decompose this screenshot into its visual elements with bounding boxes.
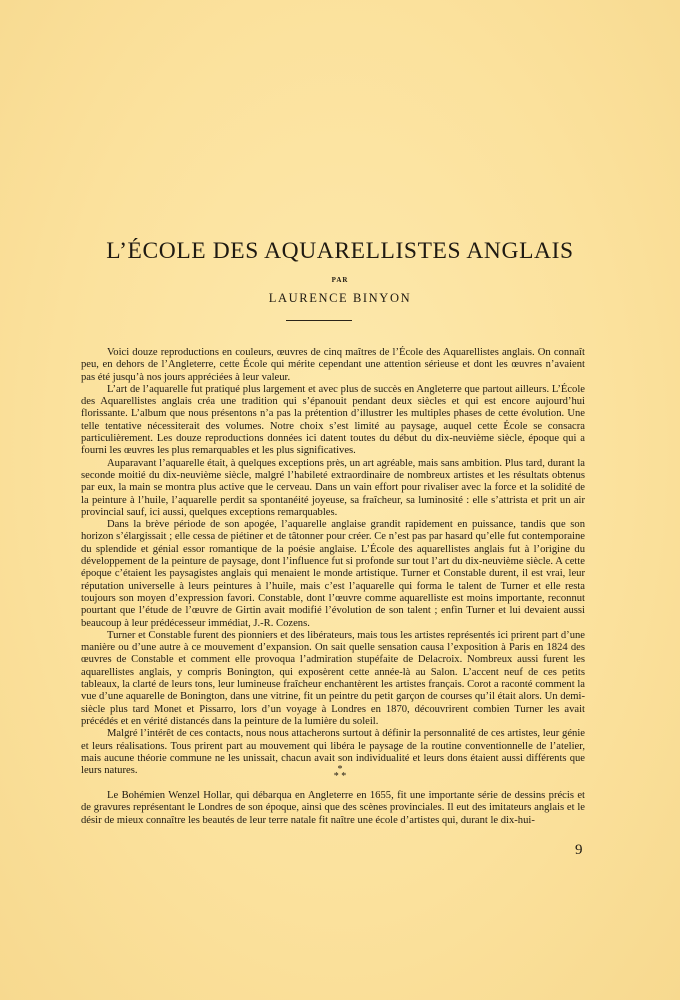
paragraph: Malgré l’intérêt de ces contacts, nous nous attacherons surtout à définir la personnalité de ces artistes, leur génie et leurs réalisations. Tous prirent part au mouvement qui libéra le paysage de la routine conventionnelle de l’atelier, mais aucune théorie commune ne les unissait, chacun avait son individualité et leurs dons étaient aussi différents que leurs natures. <box>81 728 585 777</box>
paragraph: Dans la brève période de son apogée, l’aquarelle anglaise grandit rapidement en puissance, tandis que son horizon s’élargissait ; elle cessa de piétiner et de tâtonner pour créer. Ce n’est pas par hasard qu’elle fut contemporaine du splendide et génial essor romantique de la poésie anglaise. L’École des aquarellistes anglais fut à l’origine du développement de la peinture de paysage, dont l’influence fut si profonde sur tout l’art du dix-neuvième siècle. A cette époque c’étaient les paysagistes anglais qui menaient le monde artistique. Turner et Constable durent, il est vrai, leur réputation universelle à leurs peintures à l’huile, mais c’est l’aquarelle qui forma le talent de Turner et elle resta toujours son moyen d’expression favori. Constable, dont l’œuvre comme aquarelliste est moins importante, reconnut pourtant que l’étude de l’œuvre de Girtin avait modifié l’évolution de son talent ; enfin Turner et lui devaient aussi beaucoup à leur prédécesseur immédiat, J.-R. Cozens. <box>81 519 585 629</box>
article-body-continued <box>81 790 585 827</box>
paragraph: Le Bohémien Wenzel Hollar, qui débarqua en Angleterre en 1655, fit une importante série de dessins précis et de gravures représentant le Londres de son époque, ainsi que des scènes provinciales. Il eut des imitateurs anglais et le désir de mieux connaître les beautés de leur terre natale fit naître une école d’artistes qui, durant le dix-hui- <box>81 790 585 826</box>
paragraph: L’art de l’aquarelle fut pratiqué plus largement et avec plus de succès en Angleterre que partout ailleurs. L’École des Aquarellistes anglais créa une tradition qui s’épanouit pendant deux siècles et qui est encore aujourd’hui florissante. L’album que nous présentons n’a pas la prétention d’illustrer les multiples phases de cette évolution. Une telle tentative nécessiterait des volumes. Notre choix s’est limité au paysage, auquel cette École se consacra particulièrement. Les douze reproductions données ici datent toutes du début du dix-neuvième siècle, époque qui a fourni les œuvres les plus remarquables et les plus significatives. <box>81 383 585 457</box>
paragraph: Voici douze reproductions en couleurs, œuvres de cinq maîtres de l’École des Aquarellistes anglais. On connaît peu, en dehors de l’Angleterre, cette École qui mérite cependant une attention sérieuse et dont les œuvres n’avaient pas été jusqu’à nos jours appréciées à leur valeur. <box>81 347 585 383</box>
paragraph: Turner et Constable furent des pionniers et des libérateurs, mais tous les artistes représentés ici prirent part d’une manière ou d’une autre à ce mouvement d’expansion. On sait quelle sensation causa l’exposition à Paris en 1824 des œuvres de Constable et comment elle provoqua l’admiration stupéfaite de Delacroix. Nombreux aussi furent les aquarellistes anglais, y compris Bonington, qui exposèrent cette année-là au Salon. L’accent neuf de ces petits tableaux, la clarté de leurs tons, leur lumineuse fraîcheur enchantèrent les artistes français. Corot a raconté comment la vue d’une aquarelle de Bonington, dans une vitrine, fit un peintre du petit garçon de courses qu’il était alors. Un demi-siècle plus tard Monet et Pissarro, lors d’un voyage à Londres en 1870, découvrirent combien Turner les avait précédés et en vérité distancés dans la peinture de la lumière du soleil. <box>81 629 585 727</box>
byline-par: PAR <box>331 276 349 284</box>
paragraph: Auparavant l’aquarelle était, à quelques exceptions près, un art agréable, mais sans ambition. Plus tard, durant la seconde moitié du dix-neuvième siècle, malgré l’habileté extraordinaire de nombreux artistes et les résultats obtenus par eux, la main se montra plus active que le cerveau. Dans un vain effort pour rivaliser avec la force et la solidité de la peinture à l’huile, l’aquarelle perdit sa spontanéité joyeuse, sa fraîcheur, sa luminosité : elle s’attrista et prit un air provincial sauf, ici aussi, quelques exceptions remarquables. <box>81 457 585 518</box>
article-body <box>81 347 585 777</box>
asterism: * * * <box>333 764 347 782</box>
section-separator <box>0 766 680 780</box>
title-divider <box>286 320 352 321</box>
author-name: LAURENCE BINYON <box>268 291 412 305</box>
article-title: L’ÉCOLE DES AQUARELLISTES ANGLAIS <box>106 238 574 264</box>
page-number: 9 <box>575 842 583 858</box>
